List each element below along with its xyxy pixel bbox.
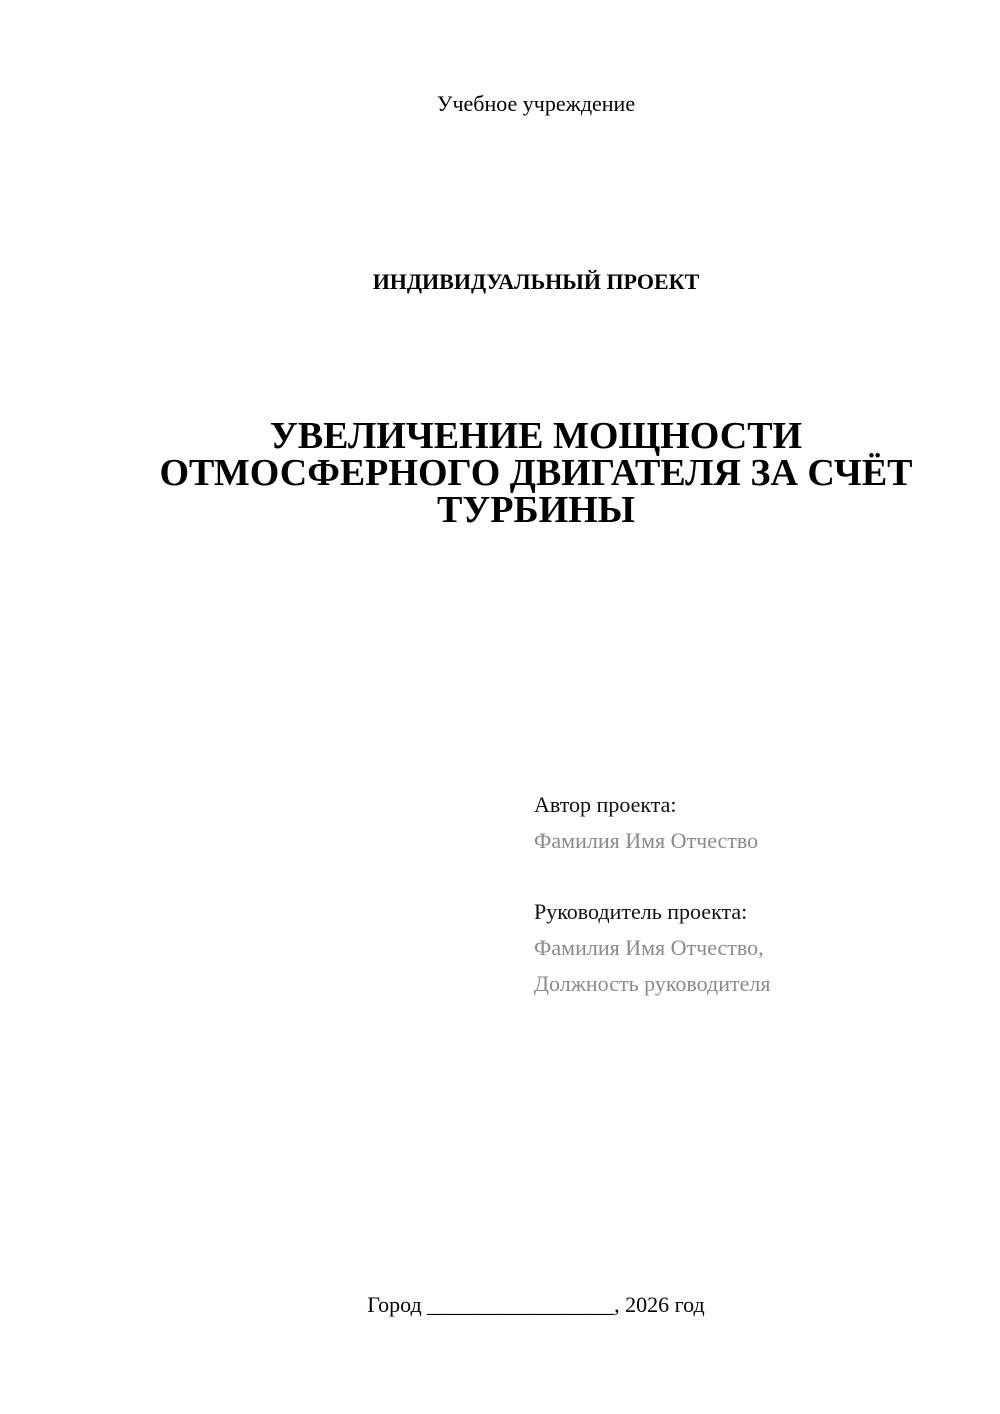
author-name-placeholder: Фамилия Имя Отчество [534, 828, 759, 853]
project-title-line: УВЕЛИЧЕНИЕ МОЩНОСТИ [269, 415, 803, 457]
project-title [0, 415, 1000, 531]
city-year-footer: Город _________________, 2026 год [367, 1292, 705, 1317]
supervisor-name-placeholder: Фамилия Имя Отчество, [534, 935, 764, 960]
project-title-line: ТУРБИНЫ [437, 489, 635, 531]
project-type-heading: ИНДИВИДУАЛЬНЫЙ ПРОЕКТ [372, 269, 700, 294]
supervisor-label: Руководитель проекта: [534, 899, 748, 924]
project-title-line: ОТМОСФЕРНОГО ДВИГАТЕЛЯ ЗА СЧЁТ [159, 452, 913, 494]
section-spacer [534, 859, 974, 894]
institution-name: Учебное учреждение [436, 91, 636, 116]
author-label: Автор проекта: [534, 792, 677, 817]
project-people-block [534, 787, 974, 1002]
supervisor-position-placeholder: Должность руководителя [534, 971, 771, 996]
